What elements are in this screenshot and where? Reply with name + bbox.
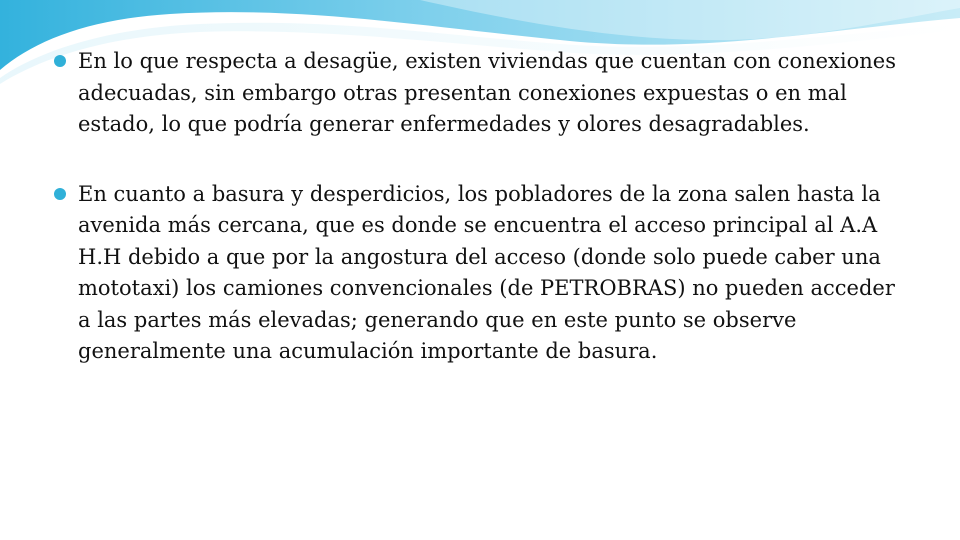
bullet-text: En cuanto a basura y desperdicios, los pobladores de la zona salen hasta la avenida más cercana, que es donde se encuentra el acceso principal al A.A H.H debido a que por la angostura del acceso (donde solo puede caber una mototaxi) los camiones convencionales (de PETROBRAS) no pueden acceder a las partes más elevadas; generando que en este punto se observe generalmente una acumulación importante de basura. [78,181,895,363]
bullet-list [52,46,912,368]
bullet-dot-icon [54,188,66,200]
bullet-dot-icon [54,55,66,67]
bullet-item [52,46,912,141]
bullet-item [52,179,912,368]
bullet-text: En lo que respecta a desagüe, existen viviendas que cuentan con conexiones adecuadas, sin embargo otras presentan conexiones expuestas o en mal estado, lo que podría generar enfermedades y olores desagradables. [78,49,896,136]
